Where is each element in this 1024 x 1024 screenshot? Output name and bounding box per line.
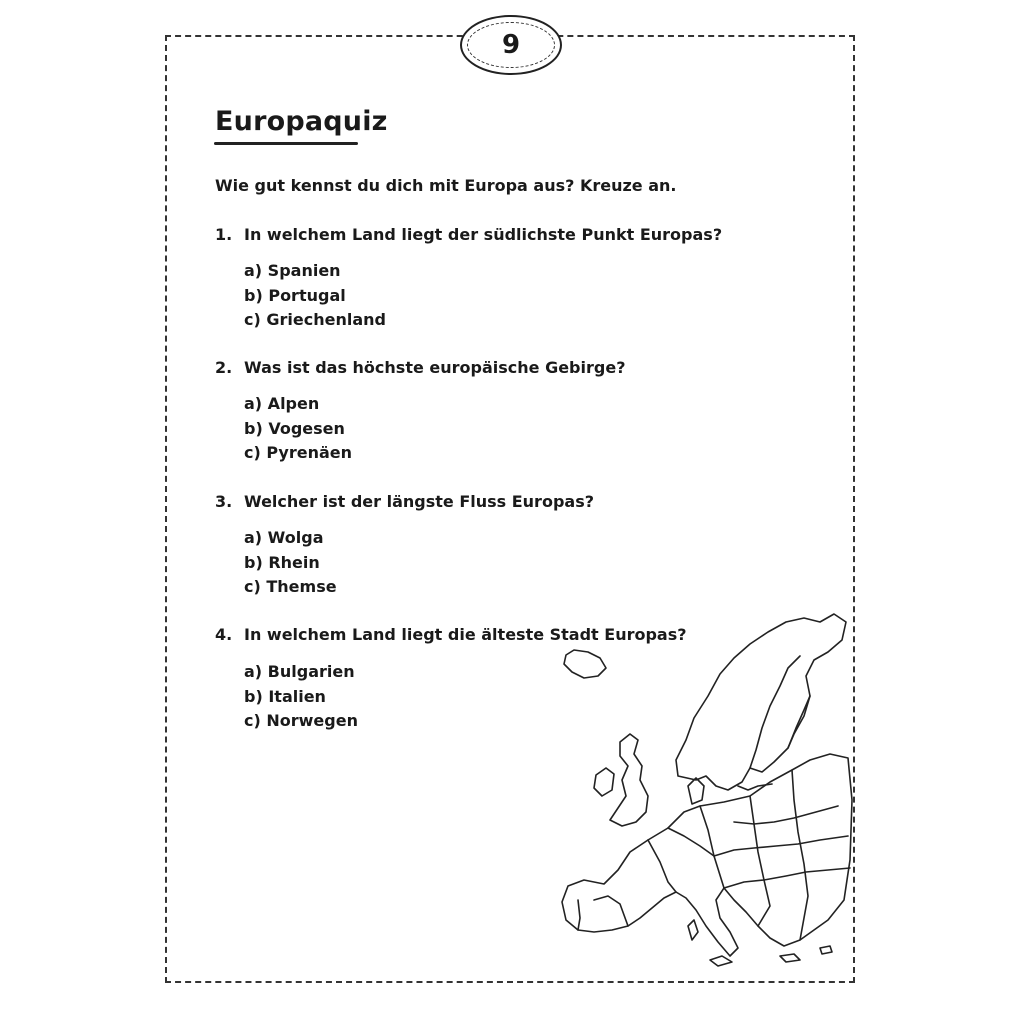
page-number: 9 [501,30,521,60]
answer-option[interactable]: a) Bulgarien [244,662,355,681]
quiz-intro: Wie gut kennst du dich mit Europa aus? Kreuze an. [215,176,677,195]
question-text: Was ist das höchste europäische Gebirge? [244,358,626,377]
question-3 [215,492,594,511]
question-3-options [244,526,337,600]
question-1 [215,225,722,244]
answer-option[interactable]: b) Portugal [244,285,346,305]
question-1-options [244,259,386,333]
question-text: In welchem Land liegt der südlichste Punkt Europas? [244,225,723,244]
title-underline [214,142,358,145]
answer-option[interactable]: c) Norwegen [244,711,358,730]
page-number-badge [460,15,562,75]
page-title: Europaquiz [215,106,388,137]
answer-option[interactable]: a) Spanien [244,261,341,280]
question-number: 3. [215,492,233,511]
question-2 [215,358,625,377]
question-4-options [244,660,358,734]
answer-option[interactable]: b) Rhein [244,552,320,572]
question-text: Welcher ist der längste Fluss Europas? [244,492,594,511]
question-number: 2. [215,358,233,377]
question-2-options [244,392,352,466]
answer-option[interactable]: a) Wolga [244,528,324,547]
answer-option[interactable]: b) Vogesen [244,418,345,438]
question-number: 1. [215,225,233,244]
question-text: In welchem Land liegt die älteste Stadt Europas? [244,625,687,644]
answer-option[interactable]: c) Griechenland [244,310,386,329]
europe-outline-map-icon [548,600,854,970]
answer-option[interactable]: a) Alpen [244,394,320,413]
answer-option[interactable]: c) Pyrenäen [244,443,352,462]
answer-option[interactable]: b) Italien [244,686,326,706]
answer-option[interactable]: c) Themse [244,577,337,596]
question-number: 4. [215,625,233,644]
